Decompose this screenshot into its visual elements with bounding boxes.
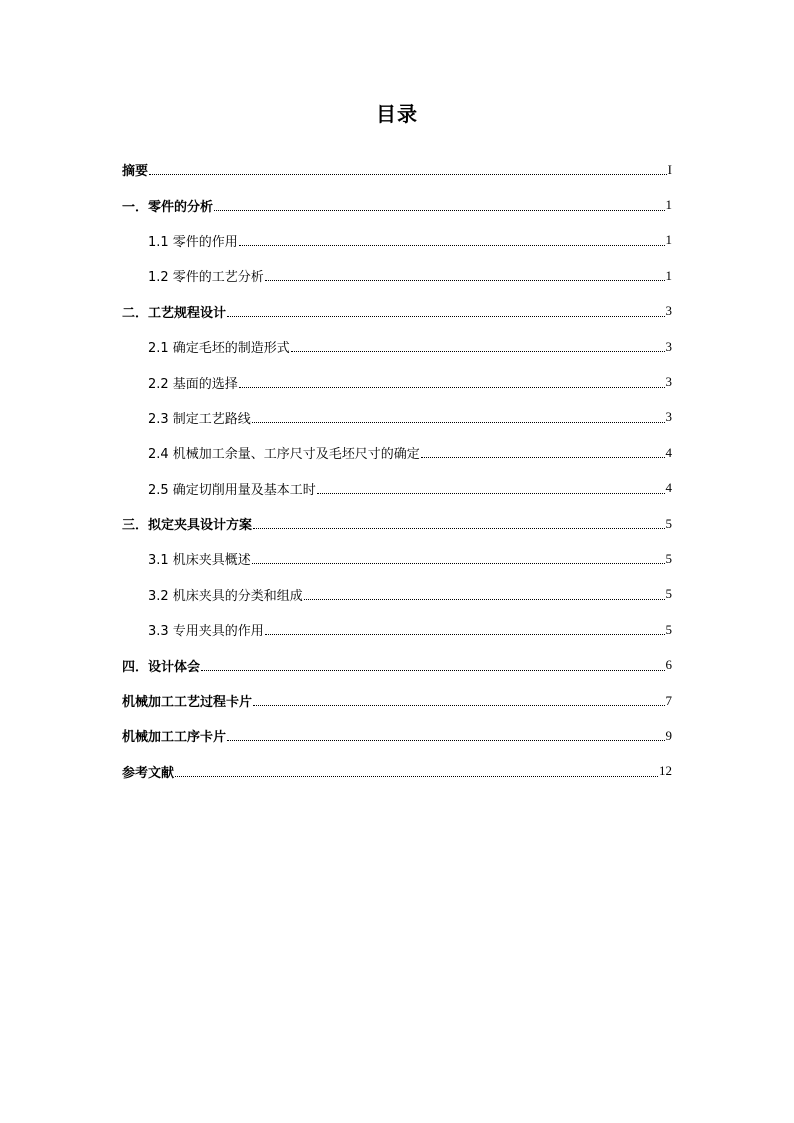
toc-entry-label: 2.1 确定毛坯的制造形式 <box>148 341 290 357</box>
toc-entry-page-number: 5 <box>665 550 672 566</box>
toc-entry-page-number: 3 <box>665 303 672 319</box>
toc-entry-label: 三．拟定夹具设计方案 <box>122 518 253 534</box>
toc-entry-label: 2.2 基面的选择 <box>148 376 238 392</box>
toc-entry[interactable] <box>122 647 672 682</box>
toc-entry-page-number: 5 <box>665 586 672 602</box>
dot-leader <box>175 776 658 777</box>
toc-entry-label: 一．零件的分析 <box>122 199 214 215</box>
toc-entry[interactable] <box>122 577 672 612</box>
toc-entry[interactable] <box>122 718 672 753</box>
dot-leader <box>227 316 664 317</box>
toc-entry-page-number: 5 <box>665 515 672 531</box>
toc-entry-page-number: 6 <box>665 657 672 673</box>
toc-entry[interactable] <box>122 683 672 718</box>
toc-entry-page-number: 3 <box>665 374 672 390</box>
toc-entry-page-number: 7 <box>665 692 672 708</box>
toc-entry-label: 3.3 专用夹具的作用 <box>148 624 264 640</box>
dot-leader <box>239 245 665 246</box>
dot-leader <box>265 280 665 281</box>
toc-entry-page-number: 4 <box>665 444 672 460</box>
toc-entry-label: 机械加工工艺过程卡片 <box>122 695 253 711</box>
toc-entry[interactable] <box>122 364 672 399</box>
toc-entry-page-number: 3 <box>665 338 672 354</box>
toc-entry[interactable] <box>122 329 672 364</box>
toc-entry-page-number: 1 <box>665 197 672 213</box>
dot-leader <box>304 599 665 600</box>
toc-entry-page-number: 5 <box>665 621 672 637</box>
dot-leader <box>252 422 665 423</box>
toc-entry[interactable] <box>122 471 672 506</box>
toc-entry[interactable] <box>122 541 672 576</box>
toc-entry-page-number: 12 <box>659 763 672 779</box>
toc-entry[interactable] <box>122 294 672 329</box>
dot-leader <box>291 351 665 352</box>
toc-entry[interactable] <box>122 152 672 187</box>
toc-entry-label: 摘要 <box>122 164 149 180</box>
dot-leader <box>421 457 665 458</box>
toc-entry-label: 四．设计体会 <box>122 659 201 675</box>
table-of-contents <box>122 152 672 789</box>
dot-leader <box>317 493 665 494</box>
toc-entry-label: 二．工艺规程设计 <box>122 305 227 321</box>
toc-entry-label: 2.3 制定工艺路线 <box>148 411 251 427</box>
page-title: 目录 <box>376 102 418 126</box>
dot-leader <box>201 670 664 671</box>
toc-entry-page-number: 9 <box>665 727 672 743</box>
dot-leader <box>149 174 667 175</box>
dot-leader <box>214 210 664 211</box>
toc-entry-page-number: I <box>667 161 672 177</box>
toc-entry-label: 3.1 机床夹具概述 <box>148 553 251 569</box>
toc-entry-label: 1.2 零件的工艺分析 <box>148 270 264 286</box>
toc-entry[interactable] <box>122 400 672 435</box>
toc-entry-label: 机械加工工序卡片 <box>122 730 227 746</box>
dot-leader <box>265 634 665 635</box>
dot-leader <box>227 740 664 741</box>
toc-entry-page-number: 1 <box>665 232 672 248</box>
toc-entry-label: 2.5 确定切削用量及基本工时 <box>148 482 316 498</box>
toc-entry[interactable] <box>122 223 672 258</box>
toc-entry-label: 3.2 机床夹具的分类和组成 <box>148 588 303 604</box>
toc-entry-label: 1.1 零件的作用 <box>148 234 238 250</box>
toc-entry[interactable] <box>122 435 672 470</box>
toc-entry[interactable] <box>122 506 672 541</box>
toc-entry-page-number: 4 <box>665 480 672 496</box>
toc-entry-label: 参考文献 <box>122 765 175 781</box>
toc-entry-page-number: 3 <box>665 409 672 425</box>
dot-leader <box>239 387 665 388</box>
toc-entry[interactable] <box>122 187 672 222</box>
toc-entry[interactable] <box>122 612 672 647</box>
dot-leader <box>252 563 665 564</box>
toc-entry[interactable] <box>122 754 672 789</box>
toc-entry-label: 2.4 机械加工余量、工序尺寸及毛坯尺寸的确定 <box>148 447 420 463</box>
toc-entry[interactable] <box>122 258 672 293</box>
dot-leader <box>253 528 664 529</box>
dot-leader <box>253 705 664 706</box>
toc-entry-page-number: 1 <box>665 267 672 283</box>
